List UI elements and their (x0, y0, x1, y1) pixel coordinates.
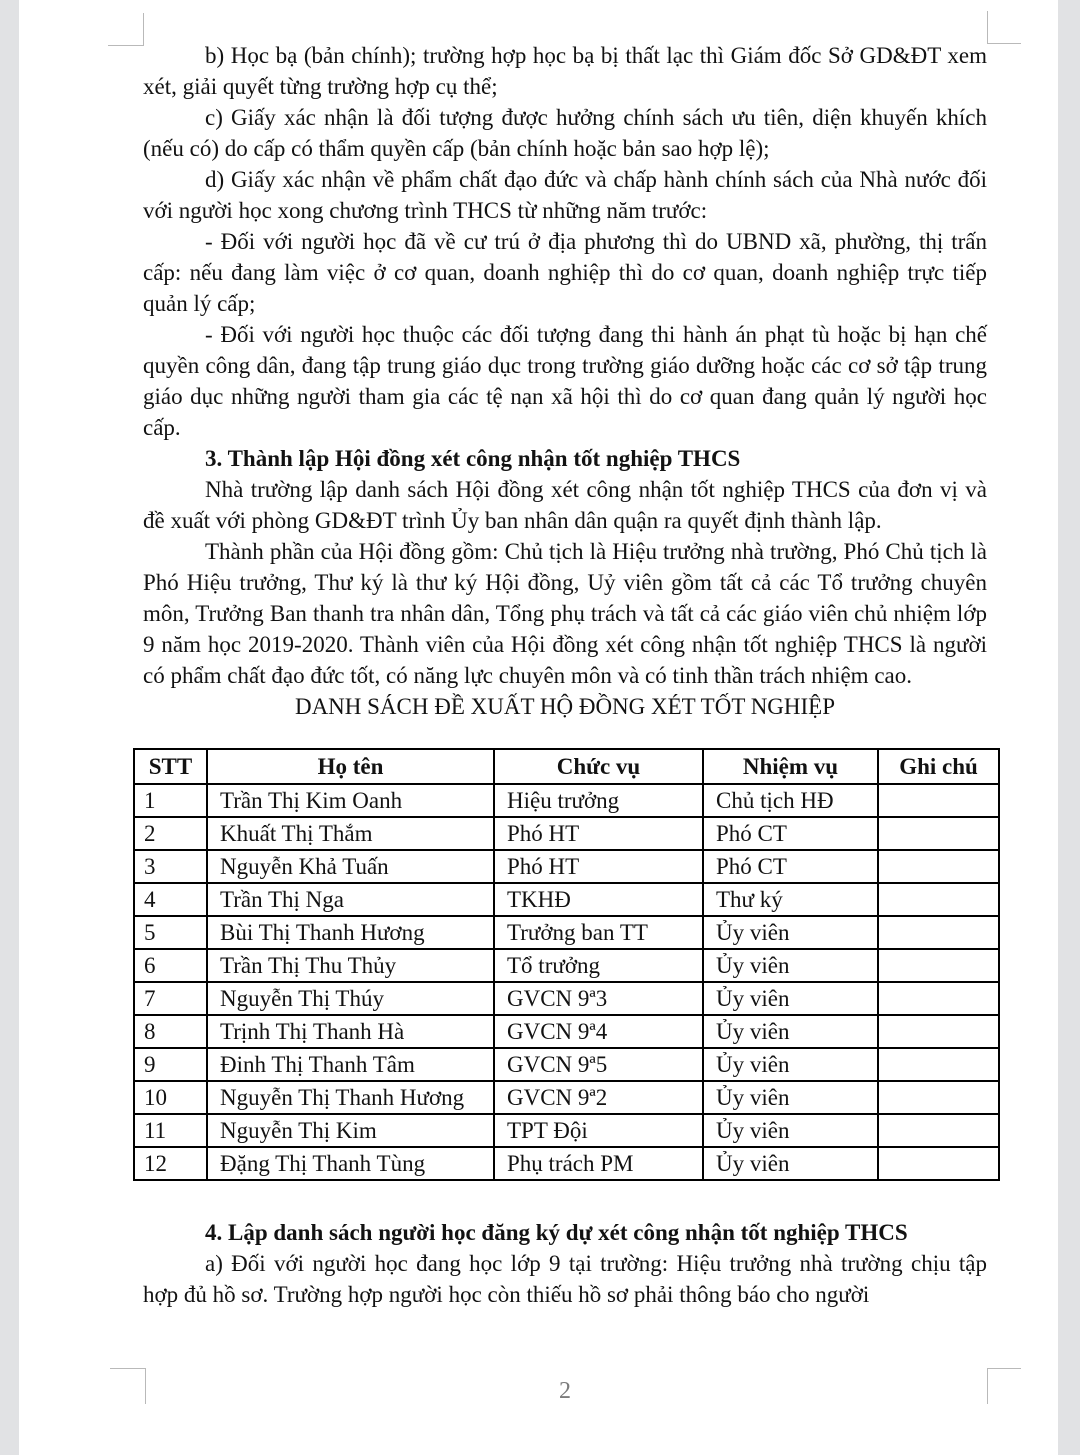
cell-duty: Ủy viên (703, 1048, 878, 1081)
cell-stt: 10 (134, 1081, 207, 1114)
cell-stt: 3 (134, 850, 207, 883)
cell-note (878, 916, 999, 949)
cell-note (878, 1114, 999, 1147)
cell-duty: Phó CT (703, 850, 878, 883)
cell-duty: Ủy viên (703, 1147, 878, 1180)
table-header-cell: Chức vụ (494, 749, 703, 784)
cell-duty: Ủy viên (703, 982, 878, 1015)
cell-note (878, 1081, 999, 1114)
cell-duty: Ủy viên (703, 916, 878, 949)
cell-duty: Phó CT (703, 817, 878, 850)
cell-note (878, 883, 999, 916)
section-4-heading: 4. Lập danh sách người học đăng ký dự xét công nhận tốt nghiệp THCS (205, 1220, 908, 1245)
cell-name: Đinh Thị Thanh Tâm (207, 1048, 494, 1081)
cell-note (878, 982, 999, 1015)
cell-position: Phó HT (494, 817, 703, 850)
cell-position: Trưởng ban TT (494, 916, 703, 949)
table-row (134, 949, 999, 982)
body-paragraph: - Đối với người học thuộc các đối tượng đang thi hành án phạt tù hoặc bị hạn chế quyền công dân, đang tập trung giáo dục trong trường giáo dưỡng hoặc các cơ sở tập trung giáo dục những người tham gia các tệ nạn xã hội thì do cơ quan đang quản lý người học cấp. (143, 322, 987, 440)
cell-name: Trịnh Thị Thanh Hà (207, 1015, 494, 1048)
table-row (134, 1081, 999, 1114)
body-paragraph: Nhà trường lập danh sách Hội đồng xét công nhận tốt nghiệp THCS của đơn vị và đề xuất với phòng GD&ĐT trình Ủy ban nhân dân quận ra quyết định thành lập. (143, 477, 987, 533)
cell-name: Nguyễn Thị Thúy (207, 982, 494, 1015)
cell-position: GVCN 9ª4 (494, 1015, 703, 1048)
intro-paragraphs (143, 40, 987, 443)
body-paragraph: - Đối với người học đã về cư trú ở địa phương thì do UBND xã, phường, thị trấn cấp: nếu đang làm việc ở cơ quan, doanh nghiệp thì do cơ quan, doanh nghiệp trực tiếp quản lý cấp; (143, 229, 987, 316)
table-row (134, 1147, 999, 1180)
cell-note (878, 1015, 999, 1048)
cell-duty: Ủy viên (703, 1015, 878, 1048)
body-paragraph: a) Đối với người học đang học lớp 9 tại trường: Hiệu trưởng nhà trường chịu tập hợp đủ hồ sơ. Trường hợp người học còn thiếu hồ sơ phải thông báo cho người (143, 1251, 987, 1307)
cell-position: GVCN 9ª5 (494, 1048, 703, 1081)
cell-position: Tổ trưởng (494, 949, 703, 982)
cell-name: Bùi Thị Thanh Hương (207, 916, 494, 949)
crop-mark-top-left (108, 13, 144, 46)
cell-stt: 1 (134, 784, 207, 817)
table-row (134, 817, 999, 850)
right-window-gutter (1058, 0, 1080, 1455)
cell-stt: 2 (134, 817, 207, 850)
cell-stt: 9 (134, 1048, 207, 1081)
body-paragraph: Thành phần của Hội đồng gồm: Chủ tịch là Hiệu trưởng nhà trường, Phó Chủ tịch là Phó Hiệu trưởng, Thư ký là thư ký Hội đồng, Uỷ viên gồm tất cả các Tổ trưởng chuyên môn, Trưởng Ban thanh tra nhân dân, Tổng phụ trách và tất cả các giáo viên chủ nhiệm lớp 9 năm học 2019-2020. Thành viên của Hội đồng xét công nhận tốt nghiệp THCS là người có phẩm chất đạo đức tốt, có năng lực chuyên môn và có tinh thần trách nhiệm cao. (143, 539, 987, 688)
cell-position: Phó HT (494, 850, 703, 883)
crop-mark-bottom-left (110, 1368, 146, 1404)
table-row (134, 1048, 999, 1081)
cell-position: GVCN 9ª2 (494, 1081, 703, 1114)
table-row (134, 883, 999, 916)
table-row (134, 784, 999, 817)
crop-mark-bottom-right (987, 1368, 1021, 1404)
cell-name: Trần Thị Kim Oanh (207, 784, 494, 817)
cell-name: Nguyễn Thị Kim (207, 1114, 494, 1147)
table-header-cell: Ghi chú (878, 749, 999, 784)
cell-duty: Ủy viên (703, 949, 878, 982)
left-window-gutter (0, 0, 19, 1455)
cell-stt: 7 (134, 982, 207, 1015)
cell-stt: 6 (134, 949, 207, 982)
cell-position: Phụ trách PM (494, 1147, 703, 1180)
body-paragraph: c) Giấy xác nhận là đối tượng được hưởng chính sách ưu tiên, diện khuyến khích (nếu có) do cấp có thẩm quyền cấp (bản chính hoặc bản sao hợp lệ); (143, 105, 987, 161)
table-row (134, 1015, 999, 1048)
cell-note (878, 817, 999, 850)
cell-name: Khuất Thị Thắm (207, 817, 494, 850)
section-3-paragraphs (143, 474, 987, 691)
cell-note (878, 1048, 999, 1081)
table-header-row (134, 749, 999, 784)
table-header-cell: STT (134, 749, 207, 784)
table-row (134, 982, 999, 1015)
page-number: 2 (559, 1378, 571, 1404)
cell-note (878, 850, 999, 883)
committee-list-title: DANH SÁCH ĐỀ XUẤT HỘ ĐỒNG XÉT TỐT NGHIỆP (294, 694, 836, 719)
cell-stt: 12 (134, 1147, 207, 1180)
table-body (134, 784, 999, 1180)
cell-note (878, 1147, 999, 1180)
cell-note (878, 949, 999, 982)
cell-position: TKHĐ (494, 883, 703, 916)
cell-duty: Ủy viên (703, 1081, 878, 1114)
cell-stt: 8 (134, 1015, 207, 1048)
cell-name: Nguyễn Thị Thanh Hương (207, 1081, 494, 1114)
cell-duty: Chủ tịch HĐ (703, 784, 878, 817)
cell-position: GVCN 9ª3 (494, 982, 703, 1015)
cell-note (878, 784, 999, 817)
table-row (134, 1114, 999, 1147)
table-row (134, 916, 999, 949)
cell-stt: 5 (134, 916, 207, 949)
cell-stt: 11 (134, 1114, 207, 1147)
table-row (134, 850, 999, 883)
cell-position: Hiệu trưởng (494, 784, 703, 817)
section-4-paragraphs (143, 1248, 987, 1310)
committee-table (133, 748, 1000, 1181)
body-paragraph: d) Giấy xác nhận về phẩm chất đạo đức và chấp hành chính sách của Nhà nước đối với người học xong chương trình THCS từ những năm trước: (143, 167, 987, 223)
cell-name: Trần Thị Thu Thủy (207, 949, 494, 982)
crop-mark-top-right (987, 11, 1021, 44)
page-text-block (143, 40, 987, 1310)
body-paragraph: b) Học bạ (bản chính); trường hợp học bạ bị thất lạc thì Giám đốc Sở GD&ĐT xem xét, giải quyết từng trường hợp cụ thể; (143, 43, 987, 99)
table-header-cell: Nhiệm vụ (703, 749, 878, 784)
cell-name: Trần Thị Nga (207, 883, 494, 916)
cell-name: Đặng Thị Thanh Tùng (207, 1147, 494, 1180)
cell-stt: 4 (134, 883, 207, 916)
cell-name: Nguyễn Khả Tuấn (207, 850, 494, 883)
cell-position: TPT Đội (494, 1114, 703, 1147)
section-3-heading: 3. Thành lập Hội đồng xét công nhận tốt nghiệp THCS (205, 446, 741, 471)
table-header-cell: Họ tên (207, 749, 494, 784)
cell-duty: Ủy viên (703, 1114, 878, 1147)
cell-duty: Thư ký (703, 883, 878, 916)
